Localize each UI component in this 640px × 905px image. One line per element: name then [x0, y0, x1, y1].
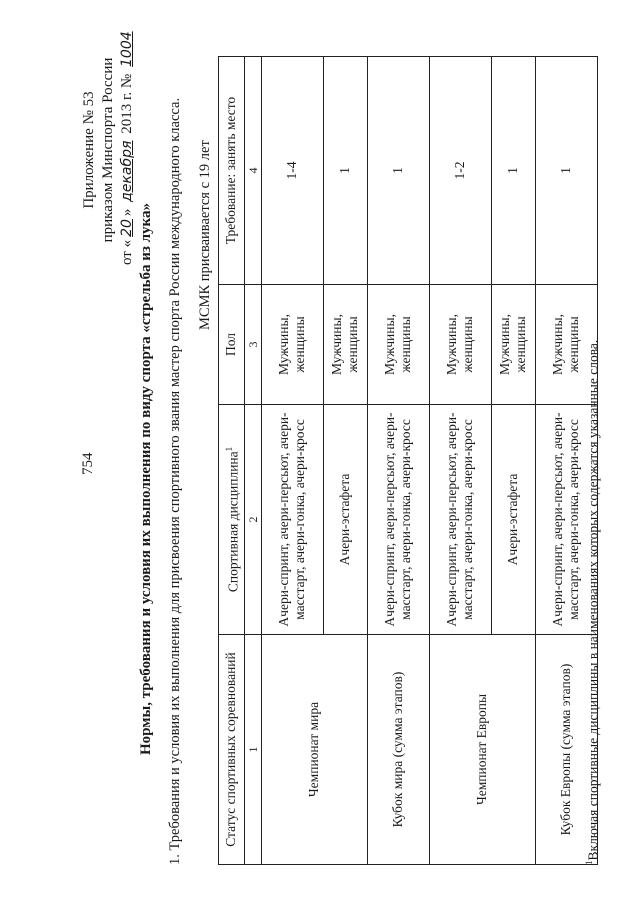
- header-status: Статус спортивных соревнований: [219, 635, 245, 865]
- gender-cell: Мужчины, женщины: [535, 285, 597, 405]
- header-gender: Пол: [219, 285, 245, 405]
- gender-cell: Мужчины, женщины: [491, 285, 535, 405]
- discipline-cell: Ачери-спринт, ачери-персьют, ачери-масстарт, ачери-гонка, ачери-кросс: [535, 405, 597, 635]
- column-number: 2: [244, 405, 261, 635]
- gender-cell: Мужчины, женщины: [323, 285, 367, 405]
- discipline-cell: Ачери-спринт, ачери-персьют, ачери-масстарт, ачери-гонка, ачери-кросс: [261, 405, 323, 635]
- gender-cell: Мужчины, женщины: [429, 285, 491, 405]
- column-number: 1: [244, 635, 261, 865]
- page-number: 754: [80, 452, 96, 475]
- table-header-row: [219, 57, 245, 865]
- column-number: 4: [244, 57, 261, 285]
- status-cell: Чемпионат мира: [261, 635, 367, 865]
- gender-cell: Мужчины, женщины: [367, 285, 429, 405]
- place-cell: 1: [323, 57, 367, 285]
- table-row: [261, 57, 323, 865]
- place-cell: 1: [535, 57, 597, 285]
- table-row: [429, 57, 491, 865]
- column-number: 3: [244, 285, 261, 405]
- discipline-cell: Ачери-спринт, ачери-персьют, ачери-масстарт, ачери-гонка, ачери-кросс: [367, 405, 429, 635]
- place-cell: 1: [367, 57, 429, 285]
- discipline-cell: Ачери-эстафета: [323, 405, 367, 635]
- status-cell: Кубок мира (сумма этапов): [367, 635, 429, 865]
- date-year: 2013 г. №: [119, 73, 135, 134]
- order-date-line: [118, 31, 137, 265]
- footnote-text: Включая спортивные дисциплины в наименованиях которых содержатся указанные слова.: [585, 339, 601, 861]
- place-cell: 1-2: [429, 57, 491, 285]
- footnote-mark: 1: [584, 860, 594, 865]
- place-cell: 1-4: [261, 57, 323, 285]
- status-cell: Чемпионат Европы: [429, 635, 535, 865]
- section-title: 1. Требования и условия их выполнения для присвоения спортивного звания мастер спорта России международного класса.: [167, 97, 183, 865]
- header-discipline: [219, 405, 245, 635]
- date-separator: »: [119, 208, 135, 217]
- document-title: Нормы, требования и условия их выполнения по виду спорта «стрельба из лука»: [138, 203, 154, 755]
- handwritten-order-number: 1004: [119, 31, 135, 67]
- gender-cell: Мужчины, женщины: [261, 285, 323, 405]
- discipline-cell: Ачери-спринт, ачери-персьют, ачери-масстарт, ачери-гонка, ачери-кросс: [429, 405, 491, 635]
- appendix-order-line: приказом Минспорта России: [100, 57, 116, 243]
- discipline-cell: Ачери-эстафета: [491, 405, 535, 635]
- age-note: МСМК присваивается с 19 лет: [197, 140, 213, 330]
- header-discipline-label: Спортивная дисциплина: [225, 451, 241, 593]
- handwritten-month: декабря: [119, 140, 135, 202]
- table-row: [367, 57, 429, 865]
- norms-table: [218, 56, 598, 865]
- column-number-row: [244, 57, 261, 865]
- status-cell: Кубок Европы (сумма этапов): [535, 635, 597, 865]
- footnote: [584, 45, 602, 865]
- appendix-header: [80, 31, 137, 265]
- footnote-ref: 1: [224, 446, 234, 452]
- date-prefix: от «: [119, 239, 135, 265]
- appendix-number: Приложение № 53: [81, 91, 97, 209]
- header-requirement: Требование: занять место: [219, 57, 245, 285]
- handwritten-day: 20: [119, 219, 135, 237]
- place-cell: 1: [491, 57, 535, 285]
